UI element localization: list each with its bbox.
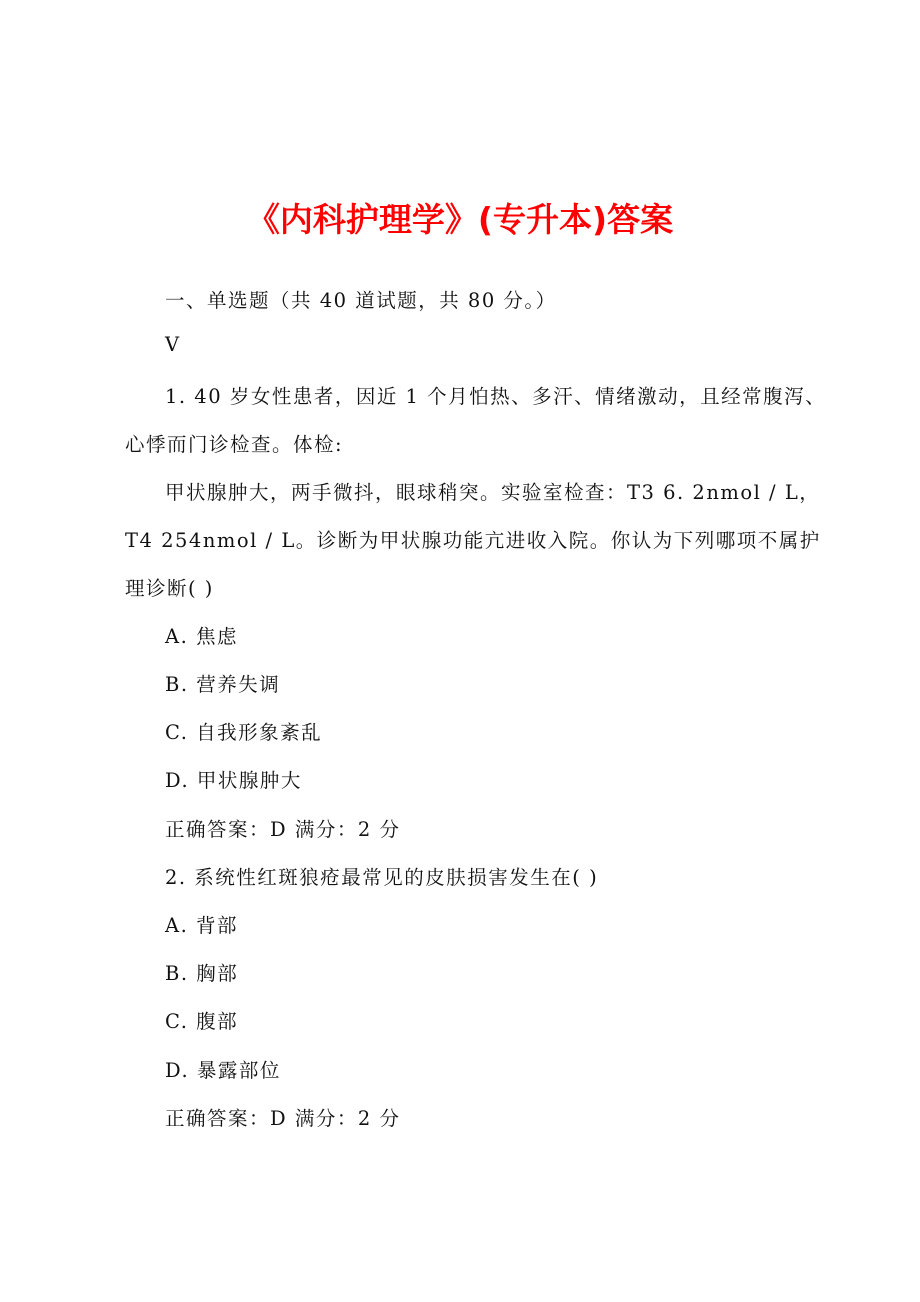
- question-1-line: 1. 40 岁女性患者，因近 1 个月怕热、多汗、情绪激动，且经常腹泻、: [165, 385, 827, 408]
- marker-text: V: [165, 333, 181, 356]
- section-heading: 一、单选题（共 40 道试题，共 80 分。）: [165, 289, 557, 312]
- question-2-text: 2. 系统性红斑狼疮最常见的皮肤损害发生在( ): [165, 866, 599, 889]
- question-1-option-c: C. 自我形象紊乱: [165, 721, 323, 744]
- document-title: 《内科护理学》(专升本)答案: [246, 200, 674, 239]
- question-2-option-b: B. 胸部: [165, 962, 239, 985]
- question-1-line: 理诊断( ): [125, 577, 214, 600]
- question-2-answer: 正确答案：D 满分：2 分: [165, 1107, 401, 1130]
- question-1-option-b: B. 营养失调: [165, 673, 281, 696]
- question-1-option-d: D. 甲状腺肿大: [165, 769, 302, 792]
- question-1-line: 甲状腺肿大，两手微抖，眼球稍突。实验室检查：T3 6. 2nmol / L，: [165, 481, 821, 504]
- question-2-option-d: D. 暴露部位: [165, 1059, 281, 1082]
- question-2-option-c: C. 腹部: [165, 1010, 239, 1033]
- question-2-option-a: A. 背部: [165, 914, 238, 937]
- question-1-answer: 正确答案：D 满分：2 分: [165, 818, 401, 841]
- question-1-line: 心悸而门诊检查。体检:: [125, 433, 344, 456]
- question-1-line: T4 254nmol / L。诊断为甲状腺功能亢进收入院。你认为下列哪项不属护: [125, 529, 821, 552]
- question-1-option-a: A. 焦虑: [165, 625, 238, 648]
